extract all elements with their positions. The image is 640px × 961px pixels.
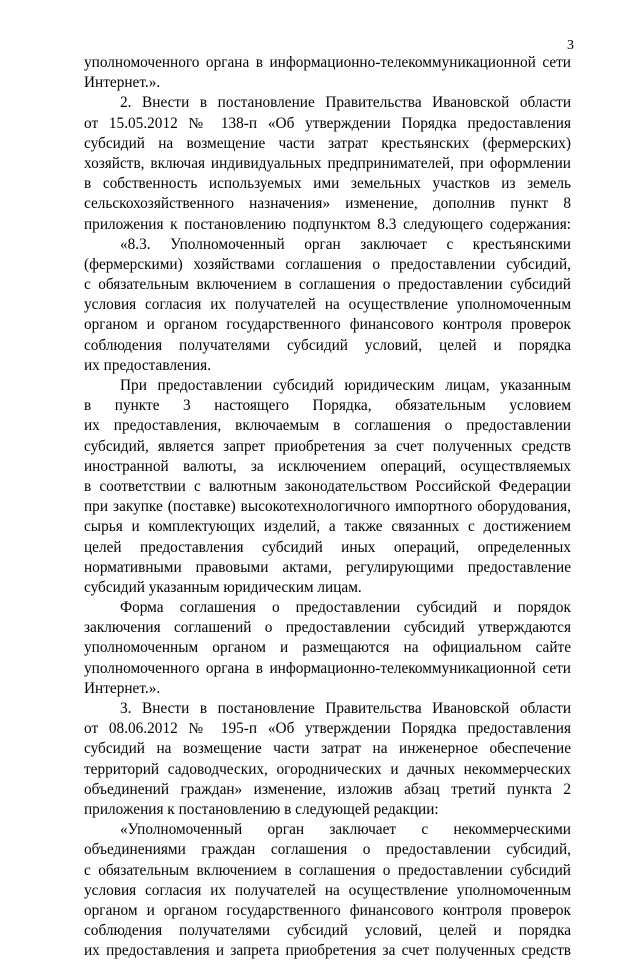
- text-line: При предоставлении субсидий юридическим лицам, указанным: [120, 377, 571, 394]
- text-line: от 08.06.2012 № 195-п «Об утверждении Порядка предоставления: [84, 720, 571, 738]
- text-line: (фермерскими) хозяйствами соглашения о предоставлении субсидий,: [84, 255, 571, 273]
- text-line: соблюдения получателями субсидий условий, целей и порядка: [84, 922, 571, 940]
- text-line: их предоставления.: [84, 356, 212, 374]
- text-line: Интернет.».: [84, 679, 161, 697]
- text-line: Интернет.».: [84, 74, 161, 92]
- text-line: приложения к постановлению в следующей редакции:: [84, 800, 439, 818]
- text-line: субсидий указанным юридическим лицам.: [84, 578, 362, 596]
- text-line: иностранной валюты, за исключением операций, осуществляемых: [84, 457, 571, 475]
- text-line: в собственность используемых ими земельных участков из земель: [84, 175, 571, 193]
- document-body: [84, 53, 571, 961]
- text-line: субсидий на возмещение части затрат на инженерное обеспечение: [84, 740, 571, 758]
- text-line: целей предоставления субсидий иных операций, определенных: [84, 538, 571, 556]
- text-line: «Уполномоченный орган заключает с некоммерческими: [120, 821, 571, 839]
- text-line: заключения соглашений о предоставлении субсидий утверждаются: [84, 619, 571, 637]
- text-line: в соответствии с валютным законодательством Российской Федерации: [84, 477, 571, 495]
- text-line: 2. Внести в постановление Правительства Ивановской области: [120, 94, 571, 112]
- text-line: территорий садоводческих, огороднических и дачных некоммерческих: [84, 760, 571, 778]
- text-line: органом и органом государственного финансового контроля проверок: [84, 901, 571, 919]
- text-line: с обязательным включением в соглашения о предоставлении субсидий: [84, 861, 571, 879]
- text-line: их предоставления, включаемым в соглашения о предоставлении: [84, 417, 571, 435]
- text-line: в пункте 3 настоящего Порядка, обязательным условием: [84, 397, 571, 415]
- text-line: субсидий, является запрет приобретения за счет полученных средств: [84, 437, 571, 455]
- text-line: приложения к постановлению подпунктом 8.3 следующего содержания:: [84, 215, 571, 233]
- text-line: «8.3. Уполномоченный орган заключает с крестьянскими: [120, 235, 571, 253]
- text-line: объединений граждан» изменение, изложив абзац третий пункта 2: [84, 780, 571, 798]
- text-line: хозяйств, включая индивидуальных предпринимателей, при оформлении: [84, 154, 571, 172]
- text-line: их предоставления и запрета приобретения за счет полученных средств: [84, 942, 571, 960]
- text-line: условия согласия их получателей на осуществление уполномоченным: [84, 881, 571, 899]
- text-line: с обязательным включением в соглашения о предоставлении субсидий: [84, 276, 571, 294]
- text-line: от 15.05.2012 № 138-п «Об утверждении Порядка предоставления: [84, 114, 571, 132]
- text-line: Форма соглашения о предоставлении субсидий и порядок: [120, 599, 571, 617]
- text-line: уполномоченного органа в информационно-телекоммуникационной сети: [84, 54, 571, 71]
- text-line: уполномоченного органа в информационно-телекоммуникационной сети: [84, 659, 571, 677]
- text-line: субсидий на возмещение части затрат крестьянских (фермерских): [84, 134, 571, 152]
- page-number: 3: [567, 38, 574, 53]
- text-line: соблюдения получателями субсидий условий, целей и порядка: [84, 336, 571, 354]
- text-line: условия согласия их получателей на осуществление уполномоченным: [84, 296, 571, 314]
- text-line: уполномоченным органом и размещаются на официальном сайте: [84, 639, 571, 657]
- text-line: сельскохозяйственного назначения» изменение, дополнив пункт 8: [84, 195, 571, 213]
- text-line: сырья и комплектующих изделий, а также связанных с достижением: [84, 518, 571, 536]
- text-line: объединениями граждан соглашения о предоставлении субсидий,: [84, 841, 571, 859]
- text-line: нормативными правовыми актами, регулирующими предоставление: [84, 558, 571, 576]
- text-line: 3. Внести в постановление Правительства Ивановской области: [120, 700, 571, 717]
- text-line: при закупке (поставке) высокотехнологичного импортного оборудования,: [84, 498, 571, 516]
- text-line: органом и органом государственного финансового контроля проверок: [84, 316, 571, 334]
